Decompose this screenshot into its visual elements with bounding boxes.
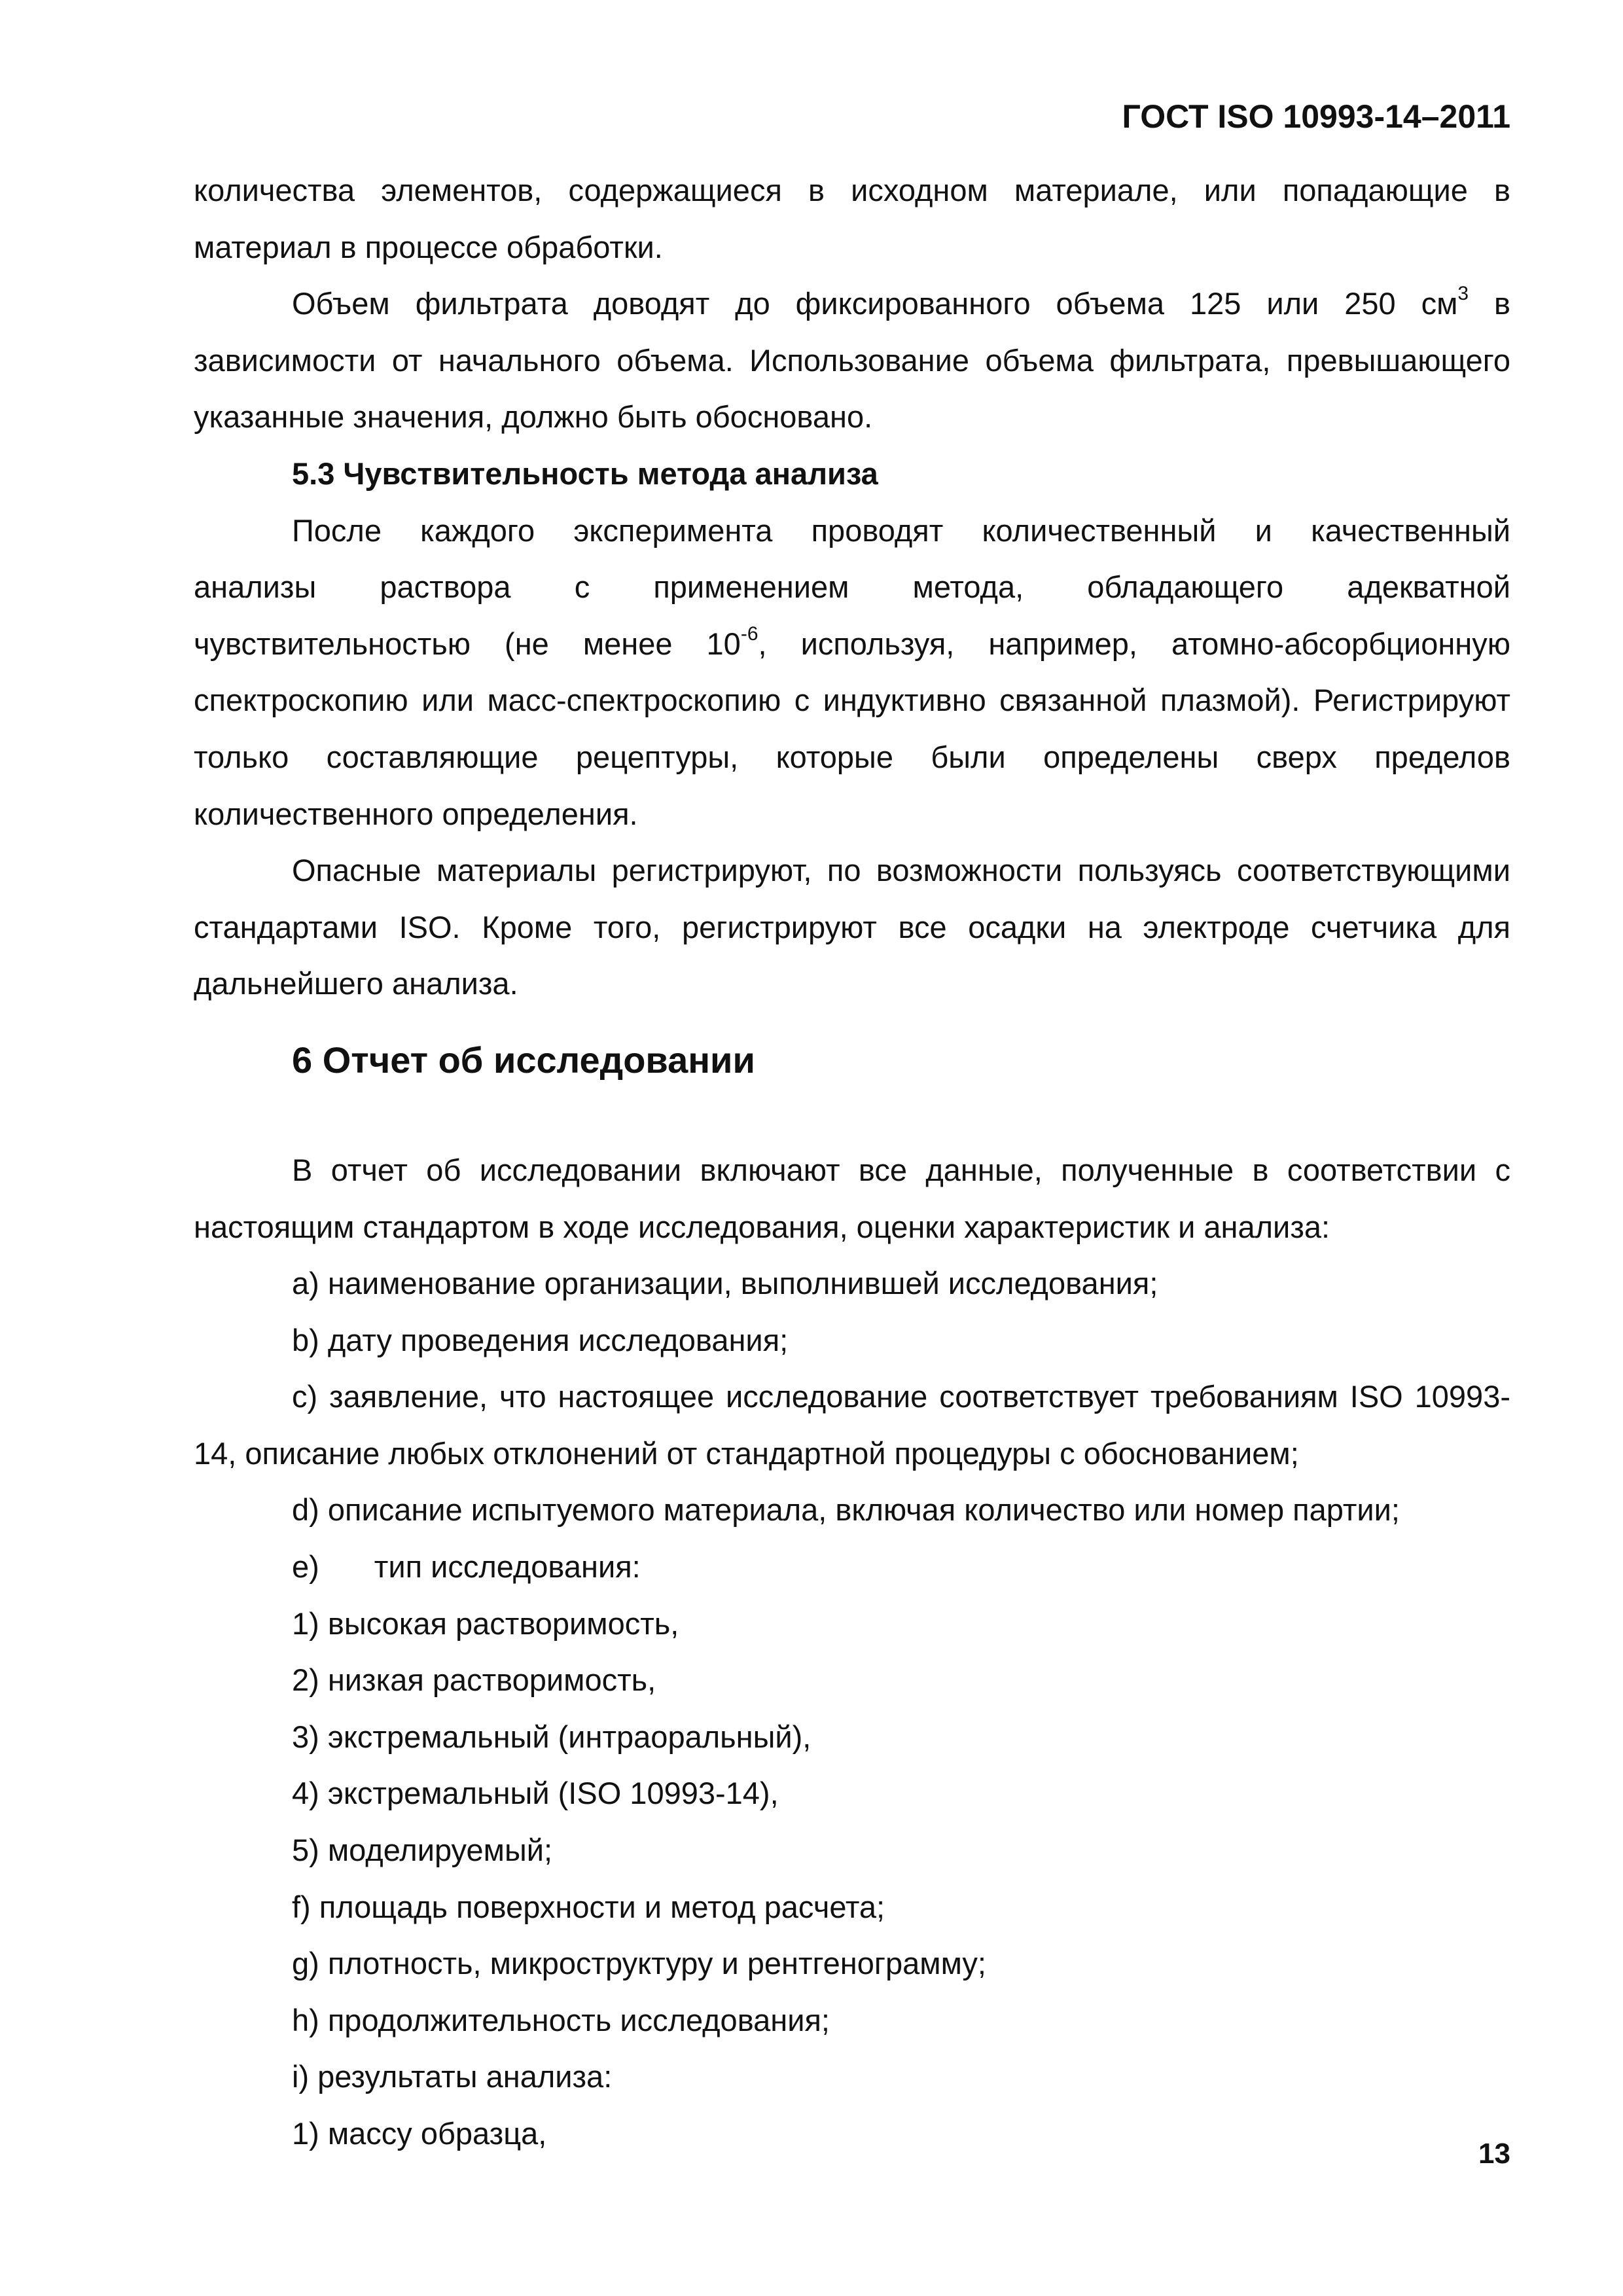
paragraph-continuation: количества элементов, содержащиеся в исходном материале, или попадающие в материал в процессе обработки. [194, 173, 1510, 264]
paragraph-line: анализы раствора с применением метода, обладающего адекватной [194, 569, 1510, 605]
list-item-label: e) [292, 1549, 319, 1585]
page-number: 13 [1478, 2138, 1510, 2170]
paragraph-sensitivity [194, 616, 1510, 842]
superscript: -6 [740, 622, 758, 645]
paragraph-text: , используя, например, атомно-абсорбционную спектроскопию или масс-спектроскопию с индуктивно связанной плазмой). Регистрируют только составляющие рецептуры, которые были определены сверх пределов количественного определения. [194, 626, 1510, 831]
sub-list-item: 5) моделируемый; [292, 1833, 553, 1868]
sub-list-item: 3) экстремальный (интраоральный), [292, 1719, 812, 1754]
list-item: b) дату проведения исследования; [292, 1322, 789, 1357]
list-item: h) продолжительность исследования; [292, 2002, 830, 2037]
list-item-text: тип исследования: [374, 1549, 641, 1585]
sub-list-item: 1) высокая растворимость, [292, 1605, 679, 1641]
paragraph-hazardous-materials: Опасные материалы регистрируют, по возможности пользуясь соответствующими стандартами ISO. Кроме того, регистрируют все осадки на электроде счетчика для дальнейшего анализа. [194, 853, 1510, 1001]
sub-list-item: 4) экстремальный (ISO 10993-14), [292, 1776, 779, 1811]
sub-list-item: 1) массу образца, [292, 2116, 547, 2151]
list-item: c) заявление, что настоящее исследование соответствует требованиям ISO 10993-14, описание любых отклонений от стандартной процедуры с обоснованием; [194, 1379, 1510, 1471]
subsection-heading-5-3: 5.3 Чувствительность метода анализа [292, 456, 878, 491]
superscript: 3 [1457, 283, 1469, 305]
sub-list-item: 2) низкая растворимость, [292, 1662, 656, 1698]
paragraph-text: чувствительностью (не менее 10 [194, 626, 741, 661]
list-item: f) площадь поверхности и метод расчета; [292, 1889, 885, 1924]
paragraph-report-intro: В отчет об исследовании включают все данные, полученные в соответствии с настоящим стандартом в ходе исследования, оценки характеристик и анализа: [194, 1152, 1510, 1244]
list-item: d) описание испытуемого материала, включая количество или номер партии; [292, 1492, 1400, 1528]
list-item [194, 1539, 1510, 1596]
document-code-header: ГОСТ ISO 10993-14–2011 [1122, 98, 1510, 135]
paragraph-text: в зависимости от начального объема. Использование объема фильтрата, превышающего указанные значения, должно быть обосновано. [194, 286, 1510, 435]
paragraph-filtrate-volume [194, 276, 1510, 446]
document-body [194, 162, 1510, 2162]
list-item: a) наименование организации, выполнившей исследования; [292, 1266, 1158, 1301]
section-heading-6: 6 Отчет об исследовании [292, 1039, 755, 1081]
list-item: g) плотность, микроструктуру и рентгенограмму; [292, 1946, 986, 1981]
list-item: i) результаты анализа: [292, 2059, 613, 2094]
paragraph-line: После каждого эксперимента проводят количественный и качественный [292, 512, 1510, 548]
paragraph-text: Объем фильтрата доводят до фиксированного объема 125 или 250 см [292, 286, 1458, 321]
